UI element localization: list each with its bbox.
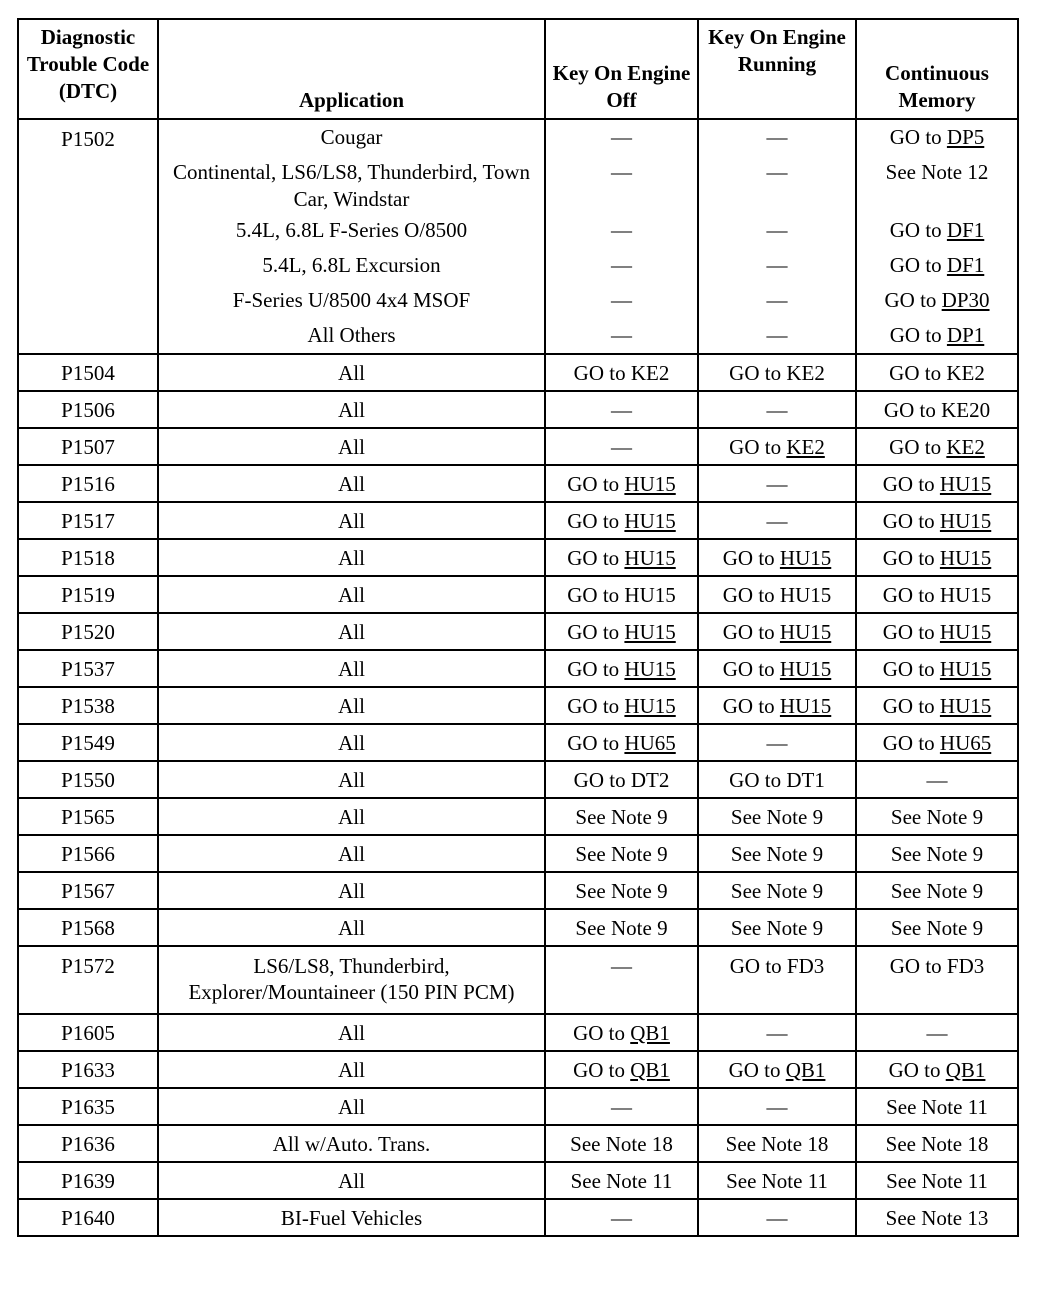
application-text: 5.4L, 6.8L Excursion bbox=[262, 253, 441, 277]
cm-cell bbox=[856, 650, 1018, 687]
table-row bbox=[18, 465, 1018, 502]
header-dtc: Diagnostic Trouble Code (DTC) bbox=[18, 19, 158, 119]
koer-text: See Note 9 bbox=[730, 878, 824, 903]
cm-cell bbox=[856, 946, 1018, 1014]
table-row bbox=[18, 576, 1018, 613]
dtc-code: P1550 bbox=[18, 761, 158, 798]
table-row bbox=[18, 872, 1018, 909]
koeo-value: — bbox=[611, 253, 632, 277]
koeo-value: — bbox=[611, 218, 632, 242]
dtc-code: P1640 bbox=[18, 1199, 158, 1236]
application-text: Continental, LS6/LS8, Thunderbird, Town Car, Windstar bbox=[172, 160, 531, 211]
header-row bbox=[18, 19, 1018, 119]
cm-text: GO to bbox=[889, 253, 947, 277]
cm-cell bbox=[856, 798, 1018, 835]
koeo-link[interactable]: HU65 bbox=[624, 730, 676, 755]
koer-cell bbox=[698, 428, 856, 465]
koeo-cell bbox=[545, 1088, 698, 1125]
cm-value bbox=[857, 155, 1017, 213]
table-row bbox=[18, 909, 1018, 946]
table-row bbox=[18, 1051, 1018, 1088]
koer-cell bbox=[698, 946, 856, 1014]
table-row bbox=[18, 761, 1018, 798]
koer-link[interactable]: QB1 bbox=[785, 1057, 826, 1082]
koeo-cell bbox=[545, 1162, 698, 1199]
koer-cell bbox=[698, 835, 856, 872]
koeo-text: See Note 9 bbox=[575, 841, 668, 866]
koeo-link[interactable]: HU15 bbox=[624, 471, 676, 496]
application-text: All bbox=[158, 1088, 545, 1125]
application-text: All bbox=[158, 465, 545, 502]
application-text: All bbox=[158, 724, 545, 761]
koer-text: See Note 9 bbox=[730, 915, 824, 940]
koer-cell bbox=[698, 724, 856, 761]
cm-text: GO to bbox=[889, 218, 947, 242]
koer-text: — bbox=[766, 1094, 788, 1119]
koeo-cell bbox=[545, 1125, 698, 1162]
header-koer: Key On Engine Running bbox=[698, 19, 856, 119]
koer-text: GO to bbox=[728, 1057, 786, 1082]
cm-link[interactable]: HU15 bbox=[939, 656, 992, 681]
cm-text: GO to bbox=[882, 545, 940, 570]
application-text: All bbox=[158, 502, 545, 539]
dtc-code: P1605 bbox=[18, 1014, 158, 1051]
koer-text: GO to bbox=[722, 693, 780, 718]
application-text: All bbox=[158, 576, 545, 613]
cm-text: — bbox=[926, 1020, 948, 1045]
cm-value bbox=[857, 213, 1017, 248]
cm-cell bbox=[856, 354, 1018, 391]
application-text: All w/Auto. Trans. bbox=[158, 1125, 545, 1162]
koer-cell bbox=[698, 1162, 856, 1199]
application-text: All bbox=[158, 798, 545, 835]
application-text: F-Series U/8500 4x4 MSOF bbox=[232, 288, 471, 312]
dtc-code: P1633 bbox=[18, 1051, 158, 1088]
koeo-cell bbox=[545, 835, 698, 872]
koer-cell bbox=[698, 909, 856, 946]
table-row bbox=[18, 539, 1018, 576]
koeo-cell bbox=[545, 465, 698, 502]
koer-text: — bbox=[766, 1205, 788, 1230]
koer-value: — bbox=[766, 323, 788, 347]
table-row bbox=[18, 650, 1018, 687]
table-row bbox=[18, 428, 1018, 465]
application-text: All bbox=[158, 391, 545, 428]
koer-text: GO to KE2 bbox=[729, 360, 825, 385]
cm-cell bbox=[856, 539, 1018, 576]
cm-cell bbox=[856, 835, 1018, 872]
cm-text: See Note 18 bbox=[885, 1131, 989, 1156]
koer-cell bbox=[698, 354, 856, 391]
dtc-code: P1538 bbox=[18, 687, 158, 724]
koeo-text: GO to bbox=[567, 545, 625, 570]
cm-cell bbox=[856, 761, 1018, 798]
cm-link[interactable]: DP30 bbox=[941, 288, 990, 312]
cm-cell bbox=[856, 576, 1018, 613]
application-text: Cougar bbox=[320, 125, 383, 149]
koer-text: See Note 11 bbox=[726, 1168, 828, 1193]
koeo-text: — bbox=[611, 1094, 632, 1119]
cm-link[interactable]: QB1 bbox=[945, 1057, 986, 1082]
koeo-text: See Note 9 bbox=[575, 878, 668, 903]
cm-cell bbox=[856, 1162, 1018, 1199]
koeo-text: See Note 9 bbox=[575, 804, 668, 829]
koeo-text: GO to DT2 bbox=[573, 767, 670, 792]
cm-text: GO to bbox=[882, 693, 940, 718]
table-row bbox=[18, 1162, 1018, 1199]
cm-text: GO to bbox=[889, 323, 947, 347]
koeo-cell bbox=[545, 872, 698, 909]
application-text: All bbox=[158, 428, 545, 465]
dtc-code: P1520 bbox=[18, 613, 158, 650]
koeo-text: GO to bbox=[567, 693, 625, 718]
dtc-code: P1517 bbox=[18, 502, 158, 539]
application-text: All bbox=[158, 1014, 545, 1051]
koeo-cell bbox=[545, 539, 698, 576]
cm-link[interactable]: HU15 bbox=[939, 693, 992, 718]
dtc-table bbox=[17, 18, 1019, 1237]
cm-cell bbox=[856, 465, 1018, 502]
koeo-cell bbox=[545, 724, 698, 761]
cm-cell bbox=[856, 724, 1018, 761]
koer-cell bbox=[698, 465, 856, 502]
application-text: All bbox=[158, 835, 545, 872]
dtc-code: P1568 bbox=[18, 909, 158, 946]
application-text: LS6/LS8, Thunderbird, Explorer/Mountaineer (150 PIN PCM) bbox=[158, 946, 545, 1014]
application-text: All bbox=[158, 687, 545, 724]
cm-text: GO to FD3 bbox=[889, 954, 985, 978]
table-row bbox=[18, 613, 1018, 650]
cm-text: See Note 9 bbox=[890, 915, 984, 940]
table-row bbox=[18, 835, 1018, 872]
koer-cell bbox=[698, 502, 856, 539]
cm-text: GO to bbox=[888, 1057, 946, 1082]
dtc-code-cell bbox=[18, 119, 158, 354]
koeo-cell bbox=[545, 1051, 698, 1088]
koer-text: See Note 9 bbox=[730, 841, 824, 866]
koeo-text: GO to bbox=[567, 730, 625, 755]
cm-text: GO to KE20 bbox=[883, 397, 991, 422]
koer-text: — bbox=[766, 397, 788, 422]
cm-text: See Note 11 bbox=[886, 1094, 988, 1119]
dtc-code: P1516 bbox=[18, 465, 158, 502]
koeo-text: GO to bbox=[567, 471, 625, 496]
koer-cell bbox=[698, 872, 856, 909]
dtc-code: P1636 bbox=[18, 1125, 158, 1162]
cm-text: GO to bbox=[882, 619, 940, 644]
koer-link[interactable]: HU15 bbox=[779, 619, 832, 644]
koeo-text: — bbox=[611, 434, 632, 459]
table-row bbox=[18, 354, 1018, 391]
koeo-cell bbox=[545, 428, 698, 465]
cm-cell bbox=[856, 909, 1018, 946]
koeo-text: GO to bbox=[567, 656, 625, 681]
koeo-text: GO to HU15 bbox=[567, 582, 676, 607]
koeo-link[interactable]: HU15 bbox=[624, 545, 676, 570]
cm-cell bbox=[856, 687, 1018, 724]
dtc-code: P1537 bbox=[18, 650, 158, 687]
koer-text: — bbox=[766, 471, 788, 496]
table-row bbox=[18, 1088, 1018, 1125]
application-text: All bbox=[158, 872, 545, 909]
koeo-value: — bbox=[611, 323, 632, 347]
koer-cell bbox=[698, 1125, 856, 1162]
koeo-cell bbox=[545, 909, 698, 946]
cm-text: GO to bbox=[882, 471, 940, 496]
koeo-text: — bbox=[611, 1205, 632, 1230]
cm-text: GO to bbox=[889, 125, 947, 149]
cm-cell bbox=[856, 1125, 1018, 1162]
cm-text: See Note 11 bbox=[886, 1168, 988, 1193]
dtc-code: P1572 bbox=[18, 946, 158, 1014]
koeo-text: GO to bbox=[567, 508, 625, 533]
cm-value bbox=[857, 318, 1017, 353]
cm-text: GO to KE2 bbox=[889, 360, 985, 385]
dtc-code: P1549 bbox=[18, 724, 158, 761]
koeo-value: — bbox=[611, 160, 632, 184]
cm-cell bbox=[856, 1199, 1018, 1236]
koeo-link[interactable]: QB1 bbox=[630, 1057, 670, 1082]
koer-text: — bbox=[766, 730, 788, 755]
cm-link[interactable]: KE2 bbox=[946, 434, 985, 459]
dtc-code: P1507 bbox=[18, 428, 158, 465]
cm-link[interactable]: HU65 bbox=[939, 730, 992, 755]
application-text: BI-Fuel Vehicles bbox=[158, 1199, 545, 1236]
koer-cell bbox=[698, 539, 856, 576]
koeo-link[interactable]: HU15 bbox=[624, 508, 676, 533]
koer-value: — bbox=[766, 218, 788, 242]
cm-text: See Note 12 bbox=[885, 160, 989, 184]
cm-link[interactable]: DP1 bbox=[946, 323, 985, 347]
dtc-code: P1566 bbox=[18, 835, 158, 872]
koeo-cell bbox=[545, 502, 698, 539]
koeo-link[interactable]: HU15 bbox=[624, 656, 676, 681]
koer-value: — bbox=[766, 125, 788, 149]
cm-text: See Note 9 bbox=[890, 804, 984, 829]
koer-text: See Note 9 bbox=[730, 804, 824, 829]
table-row bbox=[18, 502, 1018, 539]
header-application: Application bbox=[158, 19, 545, 119]
koeo-cell bbox=[545, 946, 698, 1014]
cm-text: GO to bbox=[889, 434, 947, 459]
cm-link[interactable]: DF1 bbox=[946, 218, 985, 242]
cm-cell bbox=[856, 391, 1018, 428]
koer-value: — bbox=[766, 160, 788, 184]
koeo-text: GO to bbox=[573, 1020, 631, 1045]
cm-cell bbox=[856, 428, 1018, 465]
cm-link[interactable]: HU15 bbox=[939, 619, 992, 644]
application-text: All bbox=[158, 761, 545, 798]
cm-link[interactable]: DF1 bbox=[946, 253, 985, 277]
dtc-code: P1504 bbox=[18, 354, 158, 391]
table-row bbox=[18, 687, 1018, 724]
cm-text: GO to bbox=[882, 656, 940, 681]
table-row bbox=[18, 119, 1018, 354]
koer-link[interactable]: HU15 bbox=[779, 656, 832, 681]
koer-text: GO to bbox=[722, 619, 780, 644]
koeo-text: — bbox=[611, 397, 632, 422]
koer-text: — bbox=[766, 508, 788, 533]
application-text: All bbox=[158, 539, 545, 576]
koeo-cell bbox=[545, 798, 698, 835]
koeo-cell bbox=[545, 119, 698, 354]
koer-cell bbox=[698, 761, 856, 798]
koer-text: GO to bbox=[729, 434, 787, 459]
koer-cell bbox=[698, 1199, 856, 1236]
koer-text: See Note 18 bbox=[725, 1131, 829, 1156]
cm-text: GO to bbox=[884, 288, 942, 312]
dtc-code: P1565 bbox=[18, 798, 158, 835]
cm-text: — bbox=[926, 767, 948, 792]
dtc-code: P1502 bbox=[61, 127, 115, 151]
koeo-text: See Note 11 bbox=[570, 1168, 673, 1193]
table-row bbox=[18, 798, 1018, 835]
koeo-value: — bbox=[611, 125, 632, 149]
koeo-cell bbox=[545, 687, 698, 724]
cm-text: GO to bbox=[882, 508, 940, 533]
koer-cell bbox=[698, 650, 856, 687]
koeo-cell bbox=[545, 650, 698, 687]
header-koeo: Key On Engine Off bbox=[545, 19, 698, 119]
cm-text: GO to bbox=[882, 730, 940, 755]
continuous-memory-cell bbox=[856, 119, 1018, 354]
application-text: All bbox=[158, 613, 545, 650]
koer-cell bbox=[698, 687, 856, 724]
koer-cell bbox=[698, 798, 856, 835]
koer-link[interactable]: HU15 bbox=[779, 545, 832, 570]
table-row bbox=[18, 724, 1018, 761]
cm-cell bbox=[856, 872, 1018, 909]
cm-link[interactable]: HU15 bbox=[939, 508, 992, 533]
dtc-code: P1519 bbox=[18, 576, 158, 613]
koeo-text: — bbox=[611, 954, 632, 978]
koer-cell bbox=[698, 576, 856, 613]
table-row bbox=[18, 1199, 1018, 1236]
header-continuous-memory: Continuous Memory bbox=[856, 19, 1018, 119]
table-row bbox=[18, 1014, 1018, 1051]
cm-cell bbox=[856, 613, 1018, 650]
cm-value bbox=[857, 248, 1017, 283]
koer-cell bbox=[698, 1014, 856, 1051]
koeo-text: GO to KE2 bbox=[573, 360, 670, 385]
koeo-link[interactable]: HU15 bbox=[624, 619, 676, 644]
table-row bbox=[18, 1125, 1018, 1162]
dtc-code: P1639 bbox=[18, 1162, 158, 1199]
cm-cell bbox=[856, 502, 1018, 539]
koeo-cell bbox=[545, 1199, 698, 1236]
cm-link[interactable]: HU15 bbox=[939, 545, 992, 570]
dtc-code: P1635 bbox=[18, 1088, 158, 1125]
koer-cell bbox=[698, 391, 856, 428]
koeo-cell bbox=[545, 761, 698, 798]
cm-text: See Note 9 bbox=[890, 878, 984, 903]
koer-text: GO to bbox=[722, 545, 780, 570]
koeo-link[interactable]: QB1 bbox=[630, 1020, 670, 1045]
koeo-cell bbox=[545, 576, 698, 613]
application-text: All bbox=[158, 354, 545, 391]
application-text: All bbox=[158, 650, 545, 687]
application-text: All bbox=[158, 1051, 545, 1088]
koeo-cell bbox=[545, 354, 698, 391]
koer-text: GO to DT1 bbox=[729, 767, 825, 792]
application-text: All Others bbox=[307, 323, 396, 347]
cm-link[interactable]: HU15 bbox=[939, 471, 992, 496]
koer-value: — bbox=[766, 253, 788, 277]
cm-cell bbox=[856, 1051, 1018, 1088]
koeo-text: GO to bbox=[567, 619, 625, 644]
koer-cell bbox=[698, 1088, 856, 1125]
cm-link[interactable]: DP5 bbox=[946, 125, 985, 149]
koeo-link[interactable]: HU15 bbox=[624, 693, 676, 718]
koeo-text: See Note 18 bbox=[570, 1131, 673, 1156]
koer-text: GO to FD3 bbox=[729, 954, 825, 978]
cm-text: See Note 9 bbox=[890, 841, 984, 866]
table-row bbox=[18, 946, 1018, 1014]
koer-link[interactable]: HU15 bbox=[779, 693, 832, 718]
application-text: 5.4L, 6.8L F-Series O/8500 bbox=[235, 218, 468, 242]
cm-value bbox=[857, 120, 1017, 155]
koer-cell bbox=[698, 613, 856, 650]
dtc-code: P1518 bbox=[18, 539, 158, 576]
koer-value: — bbox=[766, 288, 788, 312]
application-cell bbox=[158, 119, 545, 354]
koeo-cell bbox=[545, 391, 698, 428]
table-row bbox=[18, 391, 1018, 428]
koeo-cell bbox=[545, 613, 698, 650]
dtc-code: P1506 bbox=[18, 391, 158, 428]
cm-text: GO to HU15 bbox=[882, 582, 992, 607]
koeo-value: — bbox=[611, 288, 632, 312]
application-text: All bbox=[158, 909, 545, 946]
cm-text: See Note 13 bbox=[885, 1205, 989, 1230]
koer-link[interactable]: KE2 bbox=[786, 434, 825, 459]
dtc-code: P1567 bbox=[18, 872, 158, 909]
koer-text: GO to HU15 bbox=[722, 582, 832, 607]
koeo-text: See Note 9 bbox=[575, 915, 668, 940]
koer-cell bbox=[698, 119, 856, 354]
koer-cell bbox=[698, 1051, 856, 1088]
cm-value bbox=[857, 283, 1017, 318]
koeo-cell bbox=[545, 1014, 698, 1051]
koeo-text: GO to bbox=[573, 1057, 631, 1082]
koer-text: GO to bbox=[722, 656, 780, 681]
application-text: All bbox=[158, 1162, 545, 1199]
cm-cell bbox=[856, 1088, 1018, 1125]
cm-cell bbox=[856, 1014, 1018, 1051]
koer-text: — bbox=[766, 1020, 788, 1045]
